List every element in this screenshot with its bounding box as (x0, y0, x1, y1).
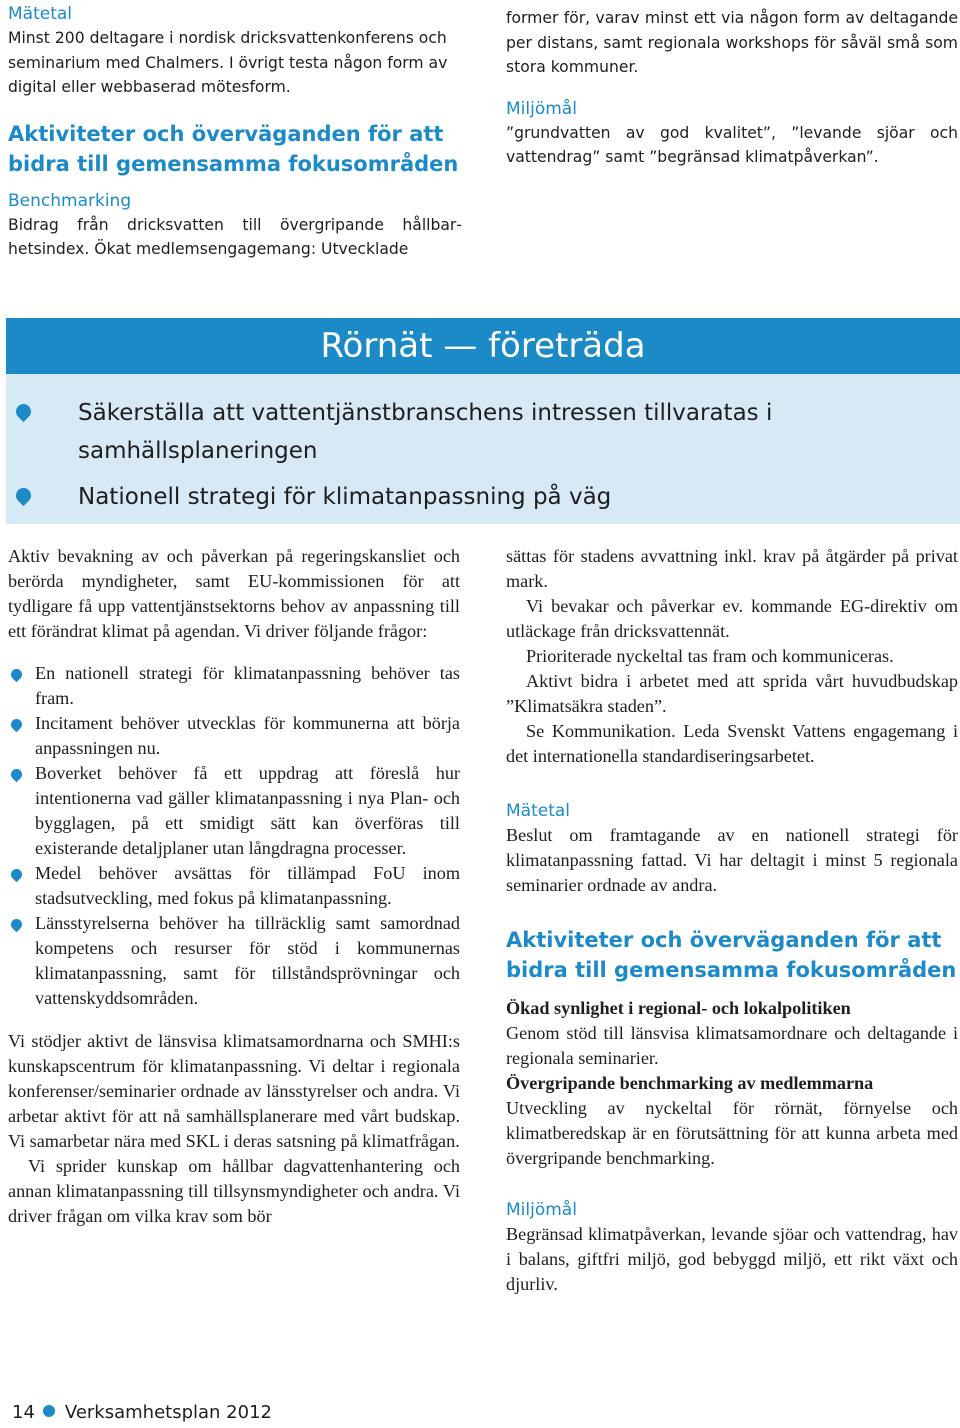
kpi-paragraph: Prioriterade nyckeltal tas fram och kommuniceras. (526, 646, 894, 666)
knowledge-paragraph: Vi sprider kunskap om hållbar dagvattenhantering och annan klimatanpassning till tillsynsmyndigheter och andra. Vi driver frågan om vilka krav som bör (8, 1156, 460, 1226)
matetal-text: Beslut om framtagande av en nationell strategi för klimatanpassning fattad. Vi har deltagit i minst 5 regionala seminarier ordnade av andra. (506, 825, 958, 895)
banner-goal-text: Nationell strategi för klimatanpassning på väg (78, 484, 612, 510)
leaf-bullet-icon (9, 867, 25, 883)
communication-paragraph: Se Kommunikation. Leda Svenskt Vattens engagemang i det internationella standardiseringsarbetet. (506, 721, 958, 766)
leaf-bullet-icon (13, 401, 34, 422)
issue-text: Boverket behöver få ett uppdrag att föreslå hur intentionerna vad gäller klimatanpassning i nya Plan- och bygglagen, på ett smidigt sätt kan överföras till existerande detaljplaner utan långdragna processer. (35, 763, 460, 858)
miljomal-text: ”grundvatten av god kvalitet”, ”levande sjöar och vattendrag” samt ”begränsad klimatpåverkan”. (506, 123, 958, 166)
banner-title: Rörnät — företräda (320, 326, 646, 366)
continued-text: former för, varav minst ett via någon form av deltagande per distans, samt regionala workshops för såväl små som stora kommuner. (506, 9, 958, 76)
continued-paragraph: sättas för stadens avvattning inkl. krav på åtgärder på privat mark. (506, 546, 958, 591)
top-left-column (8, 2, 462, 262)
miljomal-label: Miljömål (506, 1200, 577, 1220)
issue-item (8, 911, 460, 1011)
banner-goal-item (6, 394, 946, 470)
footer-dot-icon (43, 1405, 55, 1417)
page-number: 14 (12, 1402, 35, 1423)
leaf-bullet-icon (9, 667, 25, 683)
leaf-bullet-icon (13, 485, 34, 506)
leaf-bullet-icon (9, 717, 25, 733)
matetal-text: Minst 200 deltagare i nordisk dricksvattenkonferens och seminarium med Chalmers. I övrigt testa någon form av digital eller webbaserad mötesform. (8, 29, 448, 96)
left-column (8, 544, 460, 1229)
benchmarking-subheading: Övergripande benchmarking av medlemmarna (506, 1073, 874, 1093)
page-footer (12, 1400, 272, 1426)
matetal-label: Mätetal (506, 801, 571, 821)
activities-heading: Aktiviteter och överväganden för att bidra till gemensamma fokusområden (8, 121, 459, 176)
visibility-text: Genom stöd till länsvisa klimatsamordnare och deltagande i regionala seminarier. (506, 1023, 958, 1068)
issue-text: Incitament behöver utvecklas för kommunerna att börja anpassningen nu. (35, 713, 460, 758)
issue-item (8, 861, 460, 911)
message-paragraph: Aktivt bidra i arbetet med att sprida vårt huvudbudskap ”Klimatsäkra staden”. (506, 671, 958, 716)
issue-text: En nationell strategi för klimatanpassning behöver tas fram. (35, 663, 460, 708)
document-title: Verksamhetsplan 2012 (64, 1402, 272, 1423)
intro-paragraph: Aktiv bevakning av och påverkan på regeringskansliet och berörda myndigheter, samt EU-kommissionen för att tydligare få upp vattentjänstsektorns behov av anpassning till ett förändrat klimat på agendan. Vi driver följande frågor: (8, 546, 460, 641)
activities-heading: Aktiviteter och överväganden för att bidra till gemensamma fokusområden (506, 928, 957, 982)
matetal-label: Mätetal (8, 4, 73, 24)
benchmarking-text: Bidrag från dricksvatten till övergripande hållbarhetsindex. Ökat medlemsengagemang: Utvecklade (8, 215, 462, 258)
miljomal-label: Miljömål (506, 98, 577, 119)
issue-item (8, 711, 460, 761)
issue-text: Länsstyrelserna behöver ha tillräcklig samt samordnad kompetens och resurser för stöd i kommunernas klimatanpassning, samt för tillståndsprövningar och vattenskyddsområden. (35, 913, 460, 1008)
issue-text: Medel behöver avsättas för tillämpad FoU inom stadsutveckling, med fokus på klimatanpassning. (35, 863, 460, 908)
leaf-bullet-icon (9, 767, 25, 783)
eu-paragraph: Vi bevakar och påverkar ev. kommande EG-direktiv om utläckage från dricksvattennät. (506, 596, 958, 641)
banner-goals (6, 394, 946, 524)
benchmarking-text: Utveckling av nyckeltal för rörnät, förnyelse och klimatberedskap är en förutsättning för att kunna arbeta med övergripande benchmarking. (506, 1098, 958, 1168)
visibility-subheading: Ökad synlighet i regional- och lokalpolitiken (506, 998, 851, 1018)
benchmarking-label: Benchmarking (8, 190, 132, 211)
issue-item (8, 761, 460, 861)
support-paragraph: Vi stödjer aktivt de länsvisa klimatsamordnarna och SMHI:s kunskapscentrum för klimatanpassning. Vi deltar i regionala konferenser/seminarier ordnade av länsstyrelser och andra. Vi arbetar aktivt för att nå samhällsplanerare med vårt budskap. Vi samarbetar nära med SKL i deras satsning på klimatfrågan. (8, 1031, 460, 1151)
section-banner (6, 318, 960, 524)
banner-goal-item (6, 478, 946, 516)
leaf-bullet-icon (9, 917, 25, 933)
right-column (506, 544, 958, 1297)
miljomal-text: Begränsad klimatpåverkan, levande sjöar och vattendrag, hav i balans, giftfri miljö, god bebyggd miljö, ett rikt växt och djurliv. (506, 1224, 958, 1294)
issues-list (8, 661, 460, 1011)
banner-goal-text: Säkerställa att vattentjänstbranschens intressen tillvaratas i samhällsplaneringen (78, 400, 773, 464)
issue-item (8, 661, 460, 711)
top-right-column (506, 6, 958, 170)
